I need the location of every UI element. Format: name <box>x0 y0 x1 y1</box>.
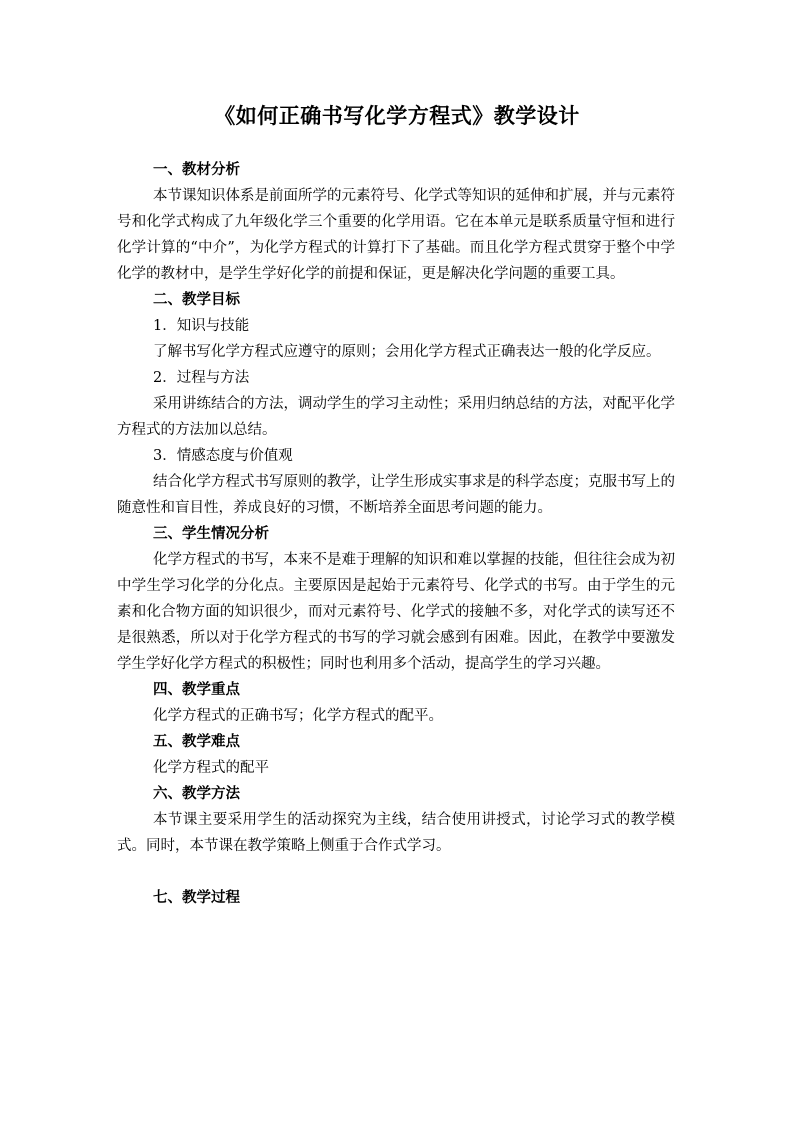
section-heading-difficulties: 五、教学难点 <box>153 733 240 750</box>
section-heading-teaching-process: 七、教学过程 <box>153 889 240 906</box>
section-heading-student-analysis: 三、学生情况分析 <box>153 525 269 542</box>
document-title: 《如何正确书写化学方程式》教学设计 <box>214 103 580 128</box>
blank-line <box>117 859 675 885</box>
section-heading-teaching-goals: 二、教学目标 <box>153 291 240 308</box>
paragraph-knowledge-skills: 了解书写化学方程式应遵守的原则；会用化学方程式正确表达一般的化学反应。 <box>153 344 661 360</box>
section-heading-textbook-analysis: 一、教材分析 <box>153 161 240 178</box>
paragraph-key-points: 化学方程式的正确书写；化学方程式的配平。 <box>153 708 443 724</box>
subheading-attitudes-values: 3．情感态度与价值观 <box>153 448 293 464</box>
subheading-knowledge-skills: 1．知识与技能 <box>153 318 250 334</box>
document-body <box>117 157 675 911</box>
paragraph-process-methods: 采用讲练结合的方法，调动学生的学习主动性；采用归纳总结的方法，对配平化学方程式的方法加以总结。 <box>117 396 675 438</box>
paragraph-difficulties: 化学方程式的配平 <box>153 760 269 776</box>
section-heading-key-points: 四、教学重点 <box>153 681 240 698</box>
paragraph-teaching-methods: 本节课主要采用学生的活动探究为主线，结合使用讲授式，讨论学习式的教学模式。同时，本节课在教学策略上侧重于合作式学习。 <box>117 812 675 854</box>
paragraph-student-analysis: 化学方程式的书写，本来不是难于理解的知识和难以掌握的技能，但往往会成为初中学生学习化学的分化点。主要原因是起始于元素符号、化学式的书写。由于学生的元素和化合物方面的知识很少，而对元素符号、化学式的接触不多，对化学式的读写还不是很熟悉，所以对于化学方程式的书写的学习就会感到有困难。因此，在教学中要激发学生学好化学方程式的积极性；同时也利用多个活动，提高学生的学习兴趣。 <box>117 552 675 672</box>
paragraph-attitudes-values: 结合化学方程式书写原则的教学，让学生形成实事求是的科学态度；克服书写上的随意性和盲目性，养成良好的习惯，不断培养全面思考问题的能力。 <box>117 474 675 516</box>
subheading-process-methods: 2．过程与方法 <box>153 370 250 386</box>
paragraph-textbook-analysis: 本节课知识体系是前面所学的元素符号、化学式等知识的延伸和扩展，并与元素符号和化学式构成了九年级化学三个重要的化学用语。它在本单元是联系质量守恒和进行化学计算的“中介”，为化学方程式的计算打下了基础。而且化学方程式贯穿于整个中学化学的教材中，是学生学好化学的前提和保证，更是解决化学问题的重要工具。 <box>117 188 675 282</box>
section-heading-teaching-methods: 六、教学方法 <box>153 785 240 802</box>
